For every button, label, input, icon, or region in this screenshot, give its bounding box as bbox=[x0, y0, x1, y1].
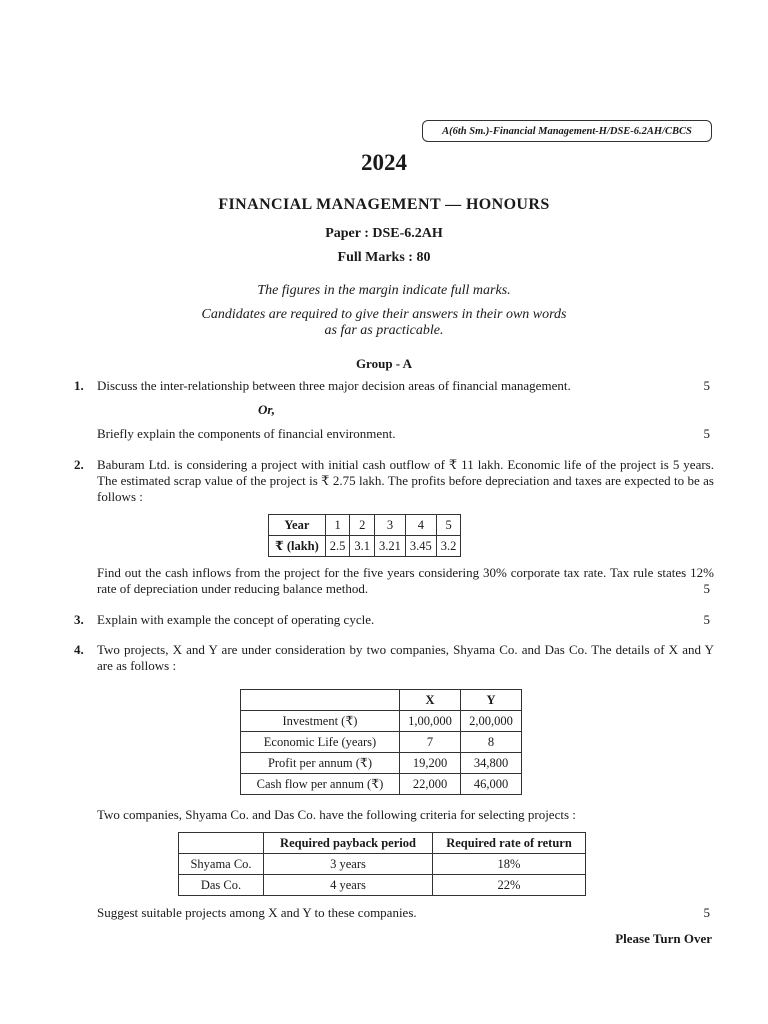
table-cell: 3.21 bbox=[375, 536, 406, 557]
table-cell: 34,800 bbox=[461, 753, 522, 774]
instruction-own-words-line2: as far as practicable. bbox=[324, 323, 444, 338]
table-cell: 22,000 bbox=[400, 774, 461, 795]
table-header-cell: Required rate of return bbox=[433, 833, 586, 854]
question-number: 4. bbox=[74, 642, 84, 657]
subject-title: FINANCIAL MANAGEMENT — HONOURS bbox=[218, 196, 550, 213]
table-cell: 1 bbox=[325, 515, 350, 536]
full-marks: Full Marks : 80 bbox=[337, 250, 431, 265]
table-cell: 1,00,000 bbox=[400, 711, 461, 732]
question-text: Briefly explain the components of financial environment. bbox=[97, 426, 396, 441]
table-cell: Das Co. bbox=[179, 875, 264, 896]
table-cell: 4 bbox=[405, 515, 436, 536]
table-header-cell bbox=[179, 833, 264, 854]
table-row bbox=[241, 732, 522, 753]
table-cell: Cash flow per annum (₹) bbox=[241, 774, 400, 795]
selection-criteria-table bbox=[178, 832, 586, 896]
table-cell: 7 bbox=[400, 732, 461, 753]
question-marks: 5 bbox=[703, 378, 710, 393]
question-marks: 5 bbox=[703, 905, 710, 920]
table-row bbox=[179, 875, 586, 896]
question-text: Baburam Ltd. is considering a project with initial cash outflow of ₹ 11 lakh. Economic life of the project is 5 years. The estimated scrap value of the project is ₹ 2.75 lakh. The profits before depreciation and taxes are expected to be as follows : bbox=[97, 457, 714, 504]
question-text: Suggest suitable projects among X and Y to these companies. bbox=[97, 905, 417, 920]
table-cell: 3 years bbox=[264, 854, 433, 875]
table-header-cell: X bbox=[400, 690, 461, 711]
project-details-table bbox=[240, 689, 522, 795]
group-heading: Group - A bbox=[355, 356, 413, 371]
table-cell: 2,00,000 bbox=[461, 711, 522, 732]
table-cell: Profit per annum (₹) bbox=[241, 753, 400, 774]
table-cell: Economic Life (years) bbox=[241, 732, 400, 753]
table-row bbox=[241, 774, 522, 795]
table-cell: 18% bbox=[433, 854, 586, 875]
profit-table bbox=[268, 514, 461, 557]
please-turn-over: Please Turn Over bbox=[615, 931, 712, 946]
table-cell: 3.45 bbox=[405, 536, 436, 557]
question-marks: 5 bbox=[703, 612, 710, 627]
table-row bbox=[179, 833, 586, 854]
table-header-cell: Y bbox=[461, 690, 522, 711]
question-text: Find out the cash inflows from the project for the five years considering 30% corporate tax rate. Tax rule states 12% rate of depreciation under reducing balance method. bbox=[97, 565, 714, 596]
table-row bbox=[269, 515, 461, 536]
exam-year: 2024 bbox=[361, 150, 407, 175]
question-number: 2. bbox=[74, 457, 84, 472]
table-cell: 19,200 bbox=[400, 753, 461, 774]
table-cell: ₹ (lakh) bbox=[269, 536, 326, 557]
table-cell: 46,000 bbox=[461, 774, 522, 795]
table-cell: 3.1 bbox=[350, 536, 375, 557]
table-cell: 2 bbox=[350, 515, 375, 536]
question-text: Discuss the inter-relationship between three major decision areas of financial management. bbox=[97, 378, 571, 393]
table-row bbox=[179, 854, 586, 875]
table-cell: 22% bbox=[433, 875, 586, 896]
table-cell: 2.5 bbox=[325, 536, 350, 557]
paper-code-box: A(6th Sm.)-Financial Management-H/DSE-6.2AH/CBCS bbox=[422, 120, 712, 142]
instruction-own-words bbox=[0, 307, 768, 339]
table-cell: Year bbox=[269, 515, 326, 536]
table-cell: 3.2 bbox=[436, 536, 461, 557]
table-header-cell bbox=[241, 690, 400, 711]
or-separator: Or, bbox=[258, 402, 275, 417]
instruction-margin-marks: The figures in the margin indicate full marks. bbox=[257, 283, 511, 298]
table-cell: 5 bbox=[436, 515, 461, 536]
table-cell: 8 bbox=[461, 732, 522, 753]
question-text: Two companies, Shyama Co. and Das Co. have the following criteria for selecting projects : bbox=[97, 807, 576, 822]
table-header-cell: Required payback period bbox=[264, 833, 433, 854]
table-cell: Investment (₹) bbox=[241, 711, 400, 732]
table-row bbox=[241, 711, 522, 732]
question-text: Two projects, X and Y are under consideration by two companies, Shyama Co. and Das Co. The details of X and Y are as follows : bbox=[97, 642, 714, 673]
table-cell: 4 years bbox=[264, 875, 433, 896]
question-number: 3. bbox=[74, 612, 84, 627]
question-marks: 5 bbox=[703, 581, 710, 596]
question-text: Explain with example the concept of operating cycle. bbox=[97, 612, 375, 627]
table-row bbox=[241, 753, 522, 774]
table-row bbox=[269, 536, 461, 557]
question-number: 1. bbox=[74, 378, 84, 393]
table-cell: 3 bbox=[375, 515, 406, 536]
paper-code: Paper : DSE-6.2AH bbox=[325, 226, 443, 241]
question-marks: 5 bbox=[703, 426, 710, 441]
table-cell: Shyama Co. bbox=[179, 854, 264, 875]
table-row bbox=[241, 690, 522, 711]
instruction-own-words-line1: Candidates are required to give their answers in their own words bbox=[201, 307, 567, 322]
